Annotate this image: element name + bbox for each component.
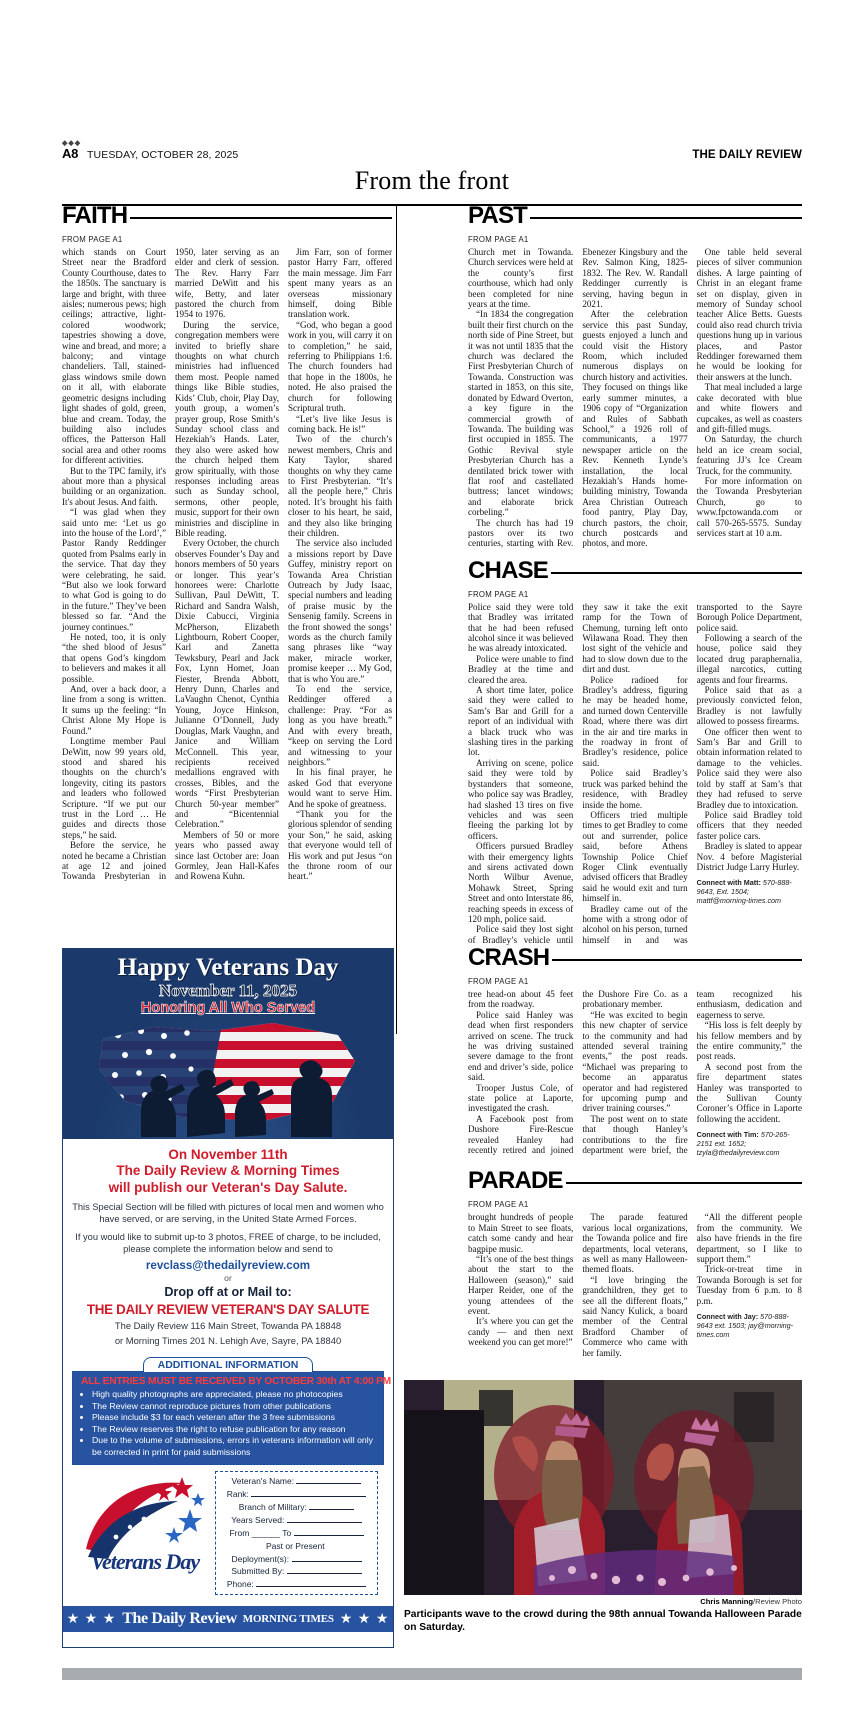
section-chase [468, 556, 802, 945]
star-icon-right: ★ ★ ★ [339, 1611, 390, 1627]
ad-body [63, 1139, 393, 1601]
past-rule [530, 217, 802, 219]
article-paragraph: Two of the church’s newest members, Chris and Katy Taylor, shared thoughts on why they came to First Presbyterian. “It’s all the people here,” Chris noted. It’s brought his faith closer to his heart, he said, and they also like bringing their children. [288, 434, 392, 538]
article-paragraph: For more information on the Towanda Presbyterian Church, go to www.fpctowanda.com or call 570-265-5575. Sunday services start at 10 a.m. [696, 475, 802, 538]
veterans-day-ad[interactable] [62, 948, 394, 1648]
masthead-left [62, 140, 239, 161]
veterans-day-logo [78, 1471, 212, 1595]
ad-form-field-line[interactable] [251, 1489, 366, 1497]
article-paragraph: But to the TPC family, it's about more than a physical building or an organization. It's about Jesus. And faith. [62, 465, 166, 507]
article-paragraph: “Thank you for the glorious splendor of sending your Son,” he said, asking that everyone would tell of His work and put Jesus “on the throne room of our heart.” [288, 808, 392, 882]
article-paragraph: Police said they lost sight of Bradley’s vehicle until they saw it take the exit ramp for the Town of Chemung, turning left onto Wilawana Road. They then lost sight of the vehicle and had to slow down due to the dirt and dust. [468, 601, 688, 945]
ad-bullet-item: • Due to the volume of submissions, errors in veterans information will only be corrected in print for paid submissions [92, 1435, 375, 1458]
masthead [62, 140, 802, 206]
ad-form-field-line[interactable] [256, 1579, 366, 1587]
crash-header [468, 946, 802, 970]
faith-header [62, 204, 392, 228]
ad-promo-line2: The Daily Review & Morning Times [116, 1163, 340, 1179]
article-paragraph: During the service, congregation members were invited to briefly share thoughts on what church ministries had influenced them most. People named things like Bible studies, Kids’ Club, choir, Play Day, youth group, a women’s prayer group, Rose Smith’s Sunday school class and Hezekiah’s Hands. Later, they also were asked how the church helped them grow spiritually, with those responses including areas such as Sunday school, sermons, other people, music, support for their own ministries and discipline in Bible reading. [175, 319, 279, 538]
lower-right-column [468, 946, 802, 1358]
article-paragraph: And, over a back door, a line from a song is written. It sums up the feeling: “In Christ Alone My Hope is Found.” [62, 684, 166, 736]
article-paragraph: Every October, the church observes Founder’s Day and honors members of 50 years or longer. This year’s honorees were: Charlotte Sullivan, Paul DeWitt, T. Richard and Sandra Walsh, Dixie Cabucci, Virginia McPherson, Elizabeth Lightbourn, Robert Cooper, Karl and Zanetta Tewksbury, Pearl and Jack Fox, Lynn Homet, Joan Fiester, Brenda Abbott, Henry Dunn, Charles and LaVaughn Chenot, Cynthia Young, Joyce Hinkson, Julianne O’Donnell, Judy Douglas, Mark Vaughn, and Janice and William McConnell. This year, recipients received medallions engraved with crosses, Bibles, and the words “First Presbyterian Church 50-year member” and “Bicentennial Celebration.” [175, 538, 279, 830]
article-paragraph: Trooper Justus Cole, of state police at Laporte, investigated the crash. [468, 1082, 574, 1114]
left-column [62, 204, 392, 882]
ad-bullet-item: • High quality photographs are appreciated, please no photocopies [92, 1389, 375, 1400]
parade-header [468, 1169, 802, 1193]
article-paragraph: A Facebook post from Dushore Fire-Rescue revealed Hanley had recently retired and joined the Dushore Fire Co. as a probationary member. [468, 989, 688, 1156]
article-paragraph: “He was excited to begin this new chapter of service to the community and had attended several training events,” the post reads. “Michael was preparing to become an apparatus operator and had registered for upcoming pump and driver training courses.” [582, 1009, 688, 1114]
ad-form-field-line[interactable] [287, 1515, 362, 1523]
ad-form-field-label: Phone: [226, 1579, 257, 1590]
article-paragraph: “In 1834 the congregation built their first church on the north side of Pine Street, but it was not until 1835 that the church was declared the First Presbyterian Church of Towanda. Construction was started in 1853, on this site, donated by Edward Overton, a key figure in the commercial growth of Towanda. The building was first occupied in 1855. The Gothic Revival style Presbyterian Church has a dentilated brick tower with flat roof and castellated buttress; lancet windows; and elaborate brick corbeling.” [468, 309, 574, 518]
article-paragraph: In his final prayer, he asked God that everyone would want to serve Him. And he spoke of greatness. [288, 767, 392, 809]
ad-promo-line3: will publish our Veteran's Day Salute. [108, 1179, 348, 1195]
article-paragraph: Longtime member Paul DeWitt, now 99 years old, stood and shared his thoughts on the church’s longevity, citing its pastors and leaders who followed Scripture. “If we put our trust in the Lord … He guides and directs those steps,” he said. [62, 736, 166, 840]
ad-bullet-item: • Please include $3 for each veteran after the 3 free submissions [92, 1412, 375, 1423]
ad-form-field-line[interactable] [294, 1528, 364, 1536]
parade-title: PARADE [468, 1167, 563, 1195]
article-paragraph: Before the service, he noted he became a Christian at age 12 and joined Towanda Presbyterian in 1950, later serving as an elder and clerk of session. The Rev. Harry Farr married DeWitt and his wife, Betty, and later pastored the church from 1954 to 1976. [62, 247, 279, 882]
article-paragraph: A second post from the fire department states Hanley was transported to the Sullivan County Coroner’s Office in Laporte following the accident. [696, 1061, 802, 1124]
ad-address-2: or Morning Times 201 N. Lehigh Ave, Sayre, PA 18840 [114, 1334, 342, 1346]
ad-footer [63, 1606, 393, 1632]
article-paragraph: It’s where you can get the candy — and then next weekend you can get more!” [468, 1316, 574, 1348]
article-paragraph: Bradley came out of the home with a strong odor of alcohol on his person, turned himself in and was transported to the Sayre Borough Police Department, police said. [582, 601, 802, 945]
chase-body [468, 602, 802, 945]
ad-address-1: The Daily Review 116 Main Street, Towanda PA 18848 [114, 1319, 342, 1331]
article-paragraph: Police said Bradley’s truck was parked behind the residence, with Bradley inside the home. [582, 768, 688, 810]
article-paragraph: “God, who began a good work in you, will carry it on to completion,” he said, referring to Philippians 1:6. The church founders had that hope in the 1800s, he noted. He also praised the church for following Scriptural truth. [288, 319, 392, 414]
issue-date: TUESDAY, OCTOBER 28, 2025 [87, 149, 239, 161]
flag-silhouette-art [63, 1009, 393, 1139]
ad-tagline: Honoring All Who Served [140, 1000, 316, 1017]
ad-form-field[interactable] [221, 1475, 372, 1488]
photo-caption: Participants wave to the crowd during the 98th annual Towanda Halloween Parade on Saturday. [404, 1609, 802, 1634]
article-paragraph: Bradley is slated to appear Nov. 4 before Magisterial District Judge Larry Hurley. [696, 841, 802, 872]
ad-form-row [72, 1471, 384, 1595]
ad-form-field[interactable] [221, 1540, 372, 1553]
ad-form-field[interactable] [221, 1553, 372, 1566]
parade-photo-block [404, 1380, 802, 1634]
ad-form-field-label: Deployment(s): [231, 1553, 292, 1564]
ad-additional-tab: ADDITIONAL INFORMATION [143, 1357, 314, 1372]
connect-line [697, 878, 802, 905]
column-divider [396, 206, 397, 1034]
section-past [468, 204, 802, 549]
bottom-bar [62, 1668, 802, 1680]
connect-label: Connect with Tim: [696, 1130, 759, 1140]
ad-body-text-1: This Special Section will be filled with pictures of local men and women who have served, or are serving, in the United State Armed Forces. [72, 1202, 384, 1225]
past-body [468, 247, 802, 549]
parade-rule [566, 1182, 802, 1184]
ad-form-field-label: Rank: [226, 1488, 252, 1499]
right-column [468, 204, 802, 945]
article-paragraph: Officers tried multiple times to get Bradley to come out and surrender, police said, before Athens Township Police Chief Roger Clink eventually advised officers that Bradley said he would exit and turn himself in. [582, 809, 688, 904]
ad-date: November 11, 2025 [158, 981, 298, 1001]
ad-form-field-label: Veteran's Name: [231, 1476, 297, 1487]
ad-dropoff-label: Drop off at or Mail to: [164, 1284, 292, 1299]
ad-banner [63, 949, 393, 1139]
article-paragraph: That meal included a large cake decorated with blue and white flowers and cupcakes, as well as coasters and gift-filled mugs. [696, 382, 802, 434]
ad-form-field[interactable] [221, 1488, 372, 1501]
crash-body [468, 989, 802, 1157]
ad-form-field[interactable] [221, 1527, 372, 1540]
ad-body-text-2: If you would like to submit up-to 3 photos, FREE of charge, to be included, please complete the information below and send to [75, 1231, 381, 1254]
ad-headline: Happy Veterans Day [117, 954, 339, 981]
article-paragraph: The service also included a missions report by Dave Guffey, ministry report on Towanda Area Christian Outreach by Judy Isaac, special numbers and leading of praise music by the Sensenig family. Screens in the front showed the songs’ words as the church family sang phrases like “way maker, miracle worker, promise keeper … My God, that is who You are.” [288, 538, 392, 684]
ad-bullet-item: • The Review reserves the right to refuse publication for any reason [92, 1424, 375, 1435]
article-paragraph: Police said Bradley told officers that they needed faster police cars. [696, 809, 802, 841]
article-paragraph: “Let’s live like Jesus is coming back. He is!” [288, 413, 392, 434]
ad-form-field[interactable] [221, 1501, 372, 1514]
connect-line [697, 1312, 802, 1339]
ad-deadline: ALL ENTRIES MUST BE RECEIVED BY OCTOBER 30th AT 4:00 PM [81, 1376, 391, 1388]
article-paragraph: Police radioed for Bradley’s address, figuring he may be headed home, and turned down Centerville Road, where there was dirt in the air and tire marks in the roadway in front of Bradley’s residence, police said. [582, 674, 688, 768]
photo-credit [404, 1597, 802, 1606]
article-paragraph: The post went on to state that though Hanley’s contributions to the fire department were brief, the team recognized his enthusiasm, dedication and eagerness to serve. [582, 989, 802, 1156]
article-paragraph: which stands on Court Street near the Bradford County Courthouse, dates to the 1850s. The sanctuary is large and bright, with three aisles; numerous pews; high ceilings; attractive, light-colored woodwork; tapestries showing a dove, wine and bread, and more; a balcony; and vintage chandeliers. Tall, stained-glass windows smile down on it all, with elaborate geometric designs including light shades of gold, green, blue and cream. Today, the building also includes offices, the Patterson Hall social area and other rooms for different activities. [62, 247, 166, 466]
veterans-day-logo-text: Veterans Day [90, 1549, 200, 1575]
article-paragraph: Police were unable to find Bradley at the time and cleared the area. [468, 653, 574, 685]
article-paragraph: Trick-or-treat time in Towanda Borough is set for Tuesday from 6 p.m. to 8 p.m. [696, 1264, 802, 1306]
connect-line [697, 1130, 802, 1157]
ad-form-field-line[interactable] [309, 1502, 354, 1510]
article-paragraph: Jim Farr, son of former pastor Harry Farr, offered the main message. Jim Farr spent many years as an overseas missionary himself, doing Bible translation work. [288, 247, 392, 320]
crash-jumpline: FROM PAGE A1 [468, 977, 529, 986]
ad-form-field[interactable] [221, 1578, 372, 1591]
ad-form-field-label: Years Served: [231, 1514, 287, 1525]
chase-header [468, 556, 802, 584]
article-paragraph: “His loss is felt deeply by his fellow members and by the entire community,” the post reads. [696, 1020, 802, 1062]
page-number [62, 140, 82, 161]
ad-promo-line1: On November 11th [168, 1147, 288, 1162]
article-paragraph: Police said they were told that Bradley was irritated that he had been refused alcohol since it was believed he was already intoxicated. [468, 601, 574, 654]
past-jumpline: FROM PAGE A1 [468, 235, 529, 244]
page-number-dots: ◆◆◆ [62, 140, 82, 147]
article-paragraph: To end the service, Reddinger offered a challenge: Pray. “For as long as you have breath.” And with every breath, “keep on serving the Lord and witnessing to your neighbors.” [288, 684, 392, 767]
past-title: PAST [468, 202, 528, 229]
section-crash [468, 946, 802, 1157]
ad-salute-title: THE DAILY REVIEW VETERAN'S DAY SALUTE [86, 1301, 370, 1317]
connect-label: Connect with Jay: [696, 1311, 759, 1321]
ad-footer-morning-times: MORNING TIMES [242, 1613, 334, 1626]
article-paragraph: The church has had 19 pastors over its two centuries, starting with Rev. Ebenezer Kingsbury and the Rev. Salmon King, 1825-1832. The Rev. W. Randall Reddinger currently is serving, having begun in 2021. [468, 247, 688, 549]
connect-value: 570-265-2151 ext. 1652; tzyla@thedailyreview.com [696, 1130, 790, 1158]
past-header [468, 204, 802, 228]
parade-photo [404, 1380, 802, 1595]
connect-value: 570-888-9643, Ext. 1504; mattf@morning-times.com [696, 878, 792, 906]
page-number-text: A8 [62, 146, 79, 161]
article-paragraph: “I was glad when they said unto me: ‘Let us go into the house of the Lord’,” Pastor Randy Reddinger quoted from Psalms early in the service. That day they were celebrating, he said. “But also we look forward to what God is going to do in the future.” They’ve been blessed so far. “And the journey continues.” [62, 507, 166, 632]
ad-form-field-line[interactable] [287, 1566, 362, 1574]
article-paragraph: Members of 50 or more years who passed away since last October are: Joan Gormley, Jean Hall-Kafes and Rowena Kuhn. [175, 829, 279, 882]
faith-rule [130, 217, 392, 219]
article-paragraph: He noted, too, it is only “the shed blood of Jesus” that opens God’s kingdom to believers and makes it all possible. [62, 632, 166, 684]
ad-form-field-label: From ______ To [229, 1527, 294, 1538]
ad-email-link[interactable]: revclass@thedailyreview.com [145, 1258, 311, 1272]
faith-jumpline: FROM PAGE A1 [62, 235, 123, 244]
paper-name: THE DAILY REVIEW [692, 149, 802, 161]
crash-title: CRASH [468, 944, 550, 971]
chase-rule [551, 572, 802, 574]
article-paragraph: Church met in Towanda. Church services were held at the county’s first courthouse, which had only been completed for nine years at the time. [468, 247, 574, 310]
ad-form-field-line[interactable] [292, 1554, 362, 1562]
ad-form-field[interactable] [221, 1514, 372, 1527]
article-paragraph: Police said that as a previously convicted felon, Bradley is not lawfully allowed to possess firearms. [696, 685, 802, 727]
parade-body [468, 1212, 802, 1358]
masthead-row [62, 140, 802, 161]
article-paragraph: After the celebration service this past Sunday, guests enjoyed a lunch and could visit the History Room, which included numerous displays on church history and activities. They focused on things like early summer minutes, a 1906 copy of “Organization and Rules of Sabbath School,” a 1926 roll of communicants, a 1977 newspaper article on the Rev. Kenneth Lynde’s installation, the local Hezakiah’s Hands home-building ministry, Towanda Area Christian Outreach food pantry, Play Day, church pastors, the choir, church postcards and photos, and more. [582, 309, 688, 549]
faith-body [62, 247, 392, 882]
ad-form-field-label: Past or Present [266, 1540, 327, 1551]
ad-form-field-label: Submitted By: [231, 1566, 287, 1577]
ad-additional-info [72, 1353, 391, 1465]
faith-title: FAITH [62, 202, 128, 229]
article-paragraph: One table held several pieces of silver communion dishes. A large painting of Christ in an elegant frame set on display, given in memory of Sunday school teacher Alice Betts. Guests could also read church trivia questions hung up in various places, and Pastor Reddinger forewarned them he would be looking for their answers at the lunch. [696, 247, 802, 382]
article-paragraph: “All the different people from the community. We also have friends in the fire department, so I like to support them.” [696, 1212, 802, 1264]
article-paragraph: “I love bringing the grandchildren, they get to see all the different floats,” said Nancy Kulick, a board member of the Central Bradford Chamber of Commerce who came with her family. [582, 1274, 688, 1358]
ad-footer-daily-review: The Daily Review [122, 1610, 237, 1628]
star-icon-left: ★ ★ ★ [66, 1611, 117, 1627]
article-paragraph: On Saturday, the church held an ice cream social, featuring JJ’s Ice Cream Truck, for the community. [696, 434, 802, 476]
crash-rule [552, 959, 802, 961]
article-paragraph: Officers pursued Bradley with their emergency lights and sirens activated down North Wilbur Avenue, Mohawk Street, Spring Street and onto Interstate 86, reaching speeds in excess of 120 mph, police said. [468, 841, 574, 924]
ad-form-fields[interactable] [215, 1471, 378, 1595]
ad-or-label: or [224, 1272, 232, 1283]
section-faith [62, 204, 392, 882]
article-paragraph: tree head-on about 45 feet from the roadway. [468, 989, 574, 1010]
article-paragraph: Following a search of the house, police said they located drug paraphernalia, illegal narcotics, cutting agents and four firearms. [696, 633, 802, 685]
ad-bullet-list [81, 1389, 375, 1458]
article-paragraph: Police said Hanley was dead when first responders arrived on scene. The truck he was driving sustained severe damage to the front end and driver’s side, police said. [468, 1009, 574, 1083]
photo-credit-name: Chris Manning [700, 1597, 754, 1606]
article-paragraph: Arriving on scene, police said they were told by bystanders that someone, who police say was Bradley, had slashed 13 tires on five vehicles and was seen fleeing the parking lot by officers. [468, 757, 574, 841]
ad-additional-box [72, 1371, 391, 1465]
ad-form-field-line[interactable] [296, 1476, 361, 1484]
connect-value: 570-888-9643 ext. 1503; jay@morning-times.com [696, 1311, 794, 1339]
ad-form-field-label: Branch of Military: [238, 1501, 310, 1512]
parade-jumpline: FROM PAGE A1 [468, 1200, 529, 1210]
article-paragraph: “It’s one of the best things about the start to the Halloween (season),” said Harper Reider, one of the young attendees of the event. [468, 1253, 574, 1316]
section-title: From the front [354, 166, 510, 195]
connect-label: Connect with Matt: [696, 878, 761, 888]
ad-bullet-item: • The Review cannot reproduce pictures from other publications [92, 1401, 375, 1412]
article-paragraph: The parade featured various local organizations, the Towanda police and fire departments, local veterans, as well as many Halloween-themed floats. [582, 1212, 688, 1275]
chase-jumpline: FROM PAGE A1 [468, 589, 529, 599]
section-parade [468, 1169, 802, 1358]
ad-form-field[interactable] [221, 1565, 372, 1578]
article-paragraph: A short time later, police said they were called to Sam’s Bar and Grill for a report of an individual with a black truck who was slashing tires in the parking lot. [468, 685, 574, 758]
article-paragraph: One officer then went to Sam’s Bar and Grill to obtain information related to damage to the vehicles. Police said they were also told by staff at Sam’s that they had refused to serve Bradley due to intoxication. [696, 726, 802, 810]
article-paragraph: brought hundreds of people to Main Street to see floats, catch some candy and hear bagpipe music. [468, 1212, 574, 1254]
chase-title: CHASE [468, 556, 549, 584]
photo-credit-suffix: /Review Photo [753, 1597, 802, 1606]
